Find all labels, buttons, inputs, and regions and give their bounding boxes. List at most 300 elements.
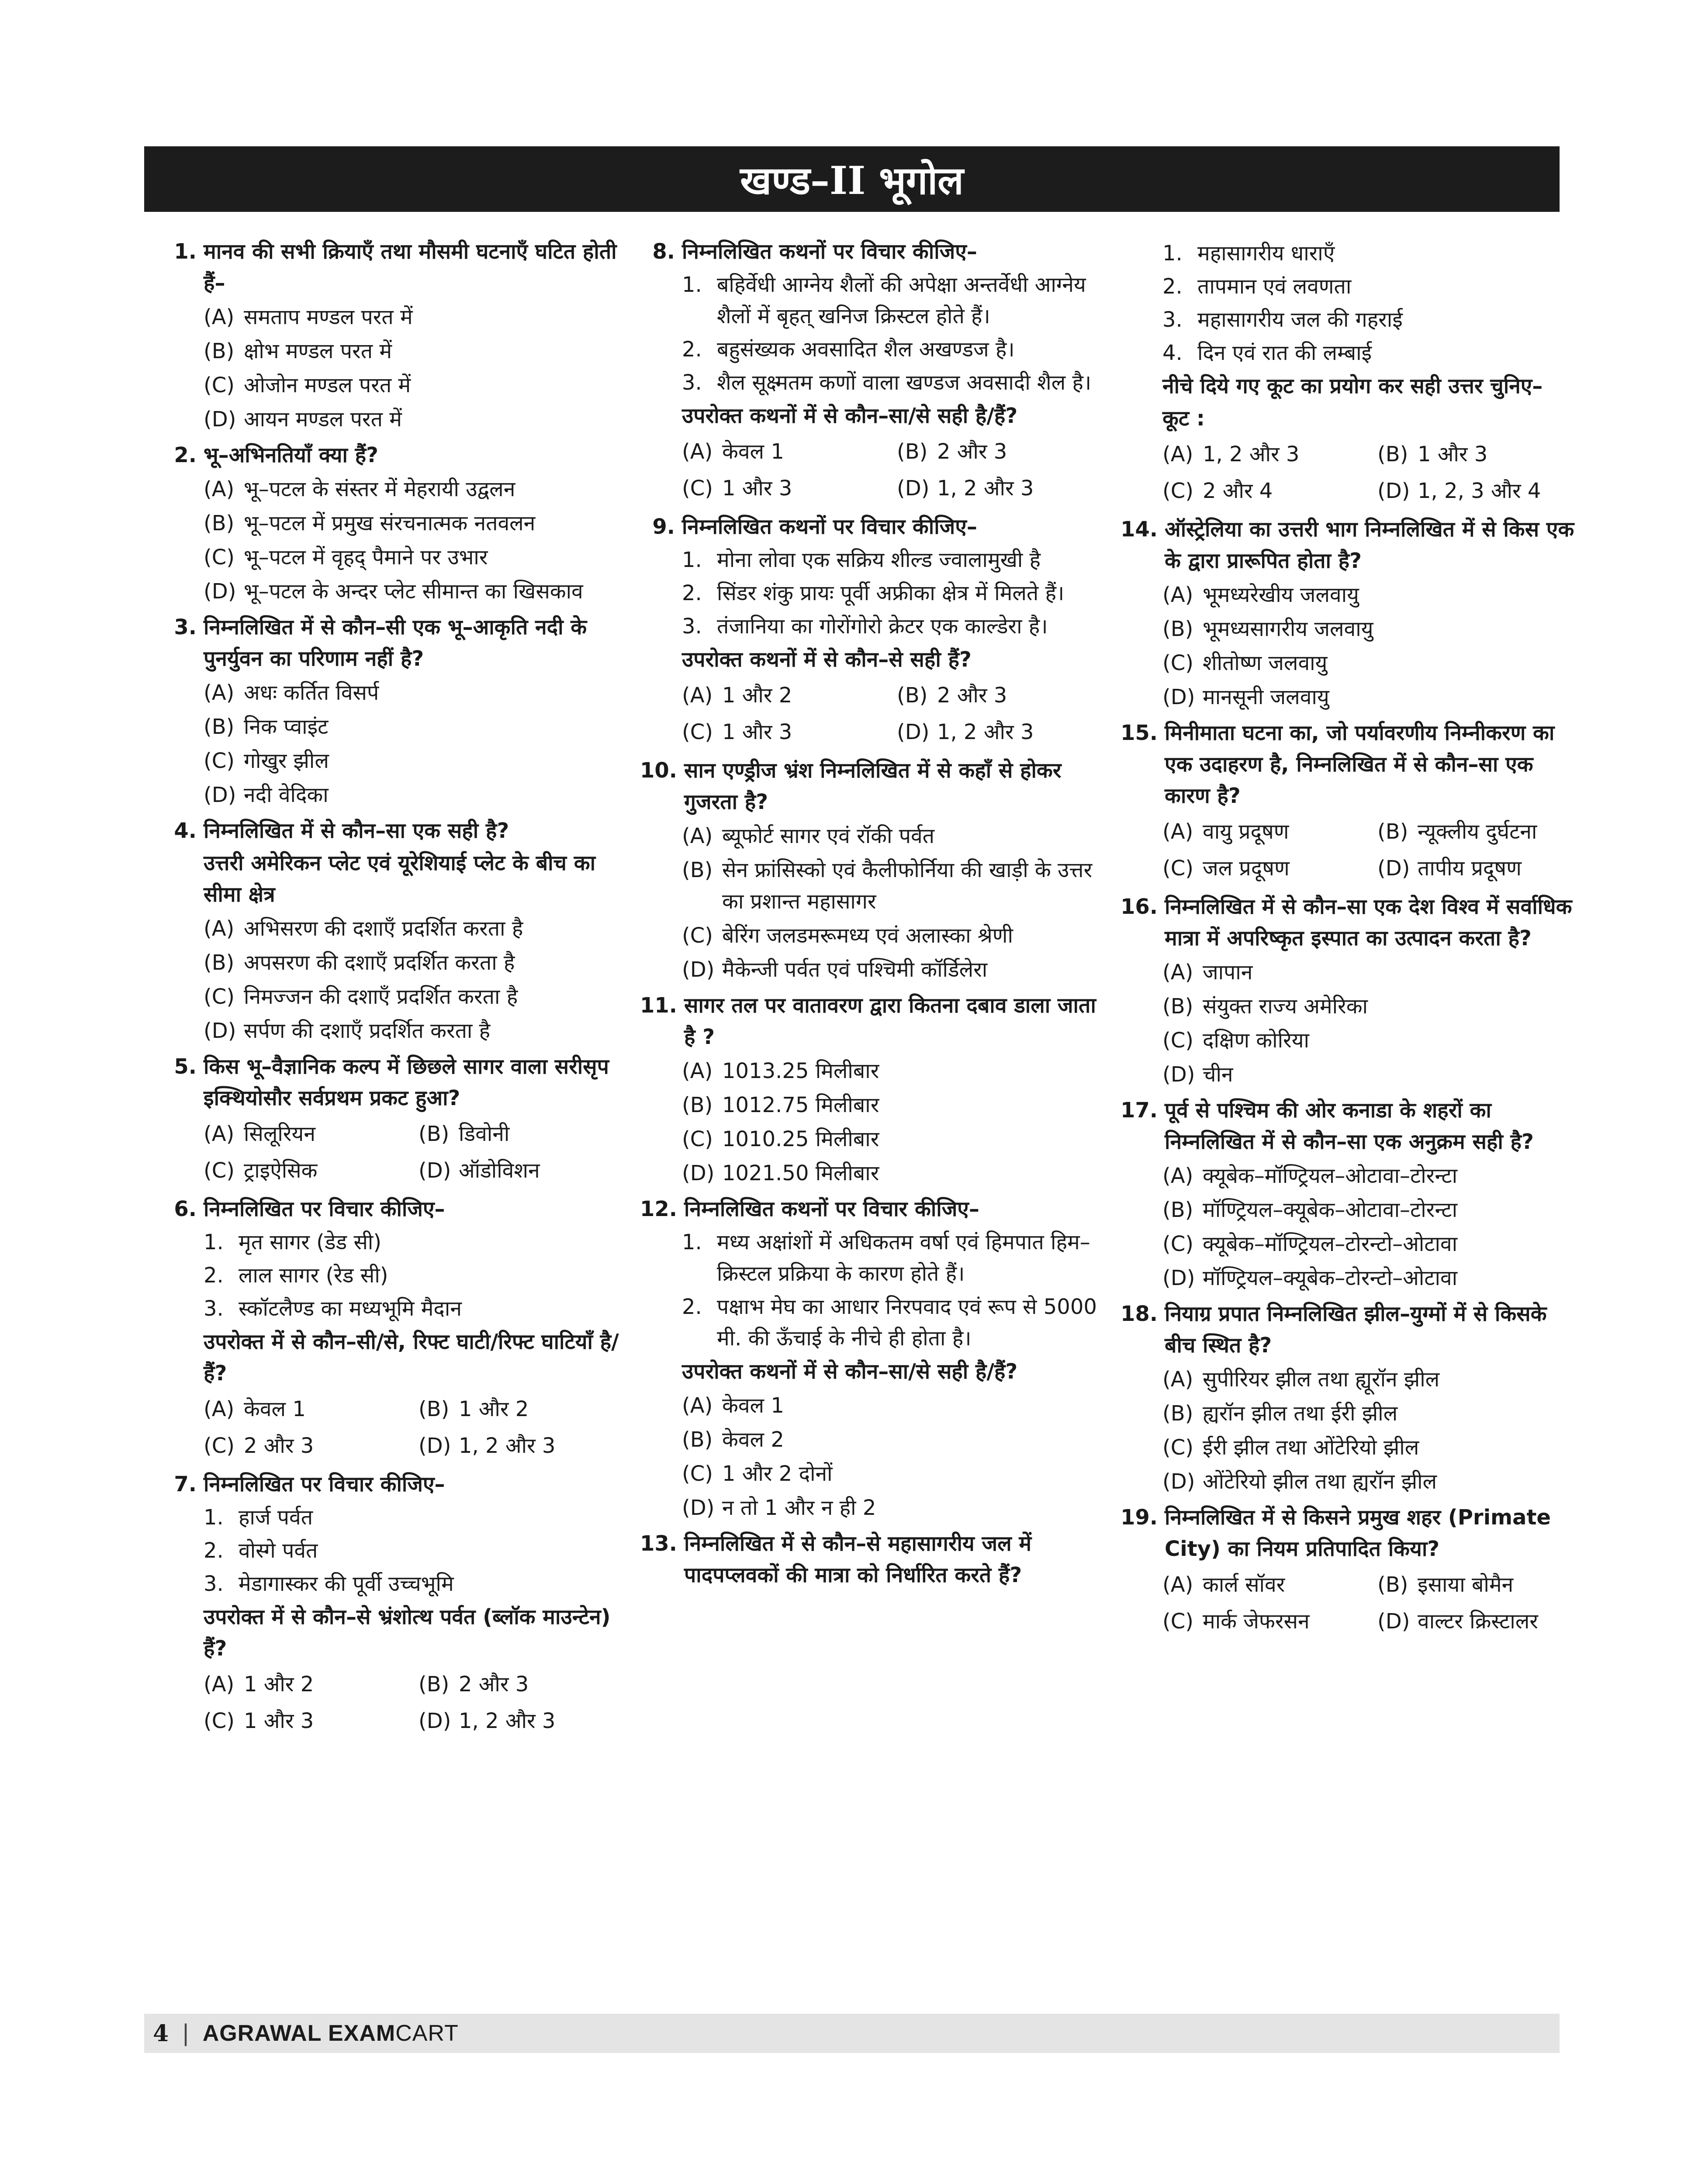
question-number: 3. xyxy=(174,615,197,639)
statement-item xyxy=(204,1568,625,1600)
option-letter: (A) xyxy=(682,1393,713,1418)
answer-options xyxy=(204,1666,625,1739)
option-letter: (D) xyxy=(897,720,930,744)
question-block xyxy=(640,1193,1103,1524)
option-text: जापान xyxy=(1203,960,1253,985)
option-letter: (B) xyxy=(1162,617,1193,641)
option-text: अपसरण की दशाएँ प्रदर्शित करता है xyxy=(244,950,515,975)
answer-option xyxy=(1377,1569,1584,1600)
statement-list xyxy=(204,1502,625,1600)
option-letter: (A) xyxy=(204,916,235,941)
option-text: 1, 2 और 3 xyxy=(1203,442,1300,467)
option-text: 2 और 3 xyxy=(937,439,1007,464)
option-letter: (C) xyxy=(682,923,713,948)
option-text: 1013.25 मिलीबार xyxy=(722,1059,879,1083)
answer-option xyxy=(1162,853,1369,884)
question-text: निम्नलिखित कथनों पर विचार कीजिए– xyxy=(684,1197,979,1221)
option-letter: (A) xyxy=(204,1397,235,1421)
statement-item xyxy=(682,334,1103,365)
question-number: 14. xyxy=(1121,517,1158,542)
question-text: निम्नलिखित कथनों पर विचार कीजिए– xyxy=(682,515,977,539)
option-letter: (B) xyxy=(419,1122,450,1146)
answer-option xyxy=(1162,1466,1584,1497)
option-text: 1021.50 मिलीबार xyxy=(722,1161,879,1185)
option-letter: (B) xyxy=(204,339,235,363)
question-number: 4. xyxy=(174,819,197,843)
answer-option xyxy=(204,1705,410,1737)
statement-item xyxy=(682,611,1103,642)
answer-option xyxy=(1162,681,1584,713)
option-text: ऑडोविशन xyxy=(459,1158,540,1183)
option-letter: (B) xyxy=(1377,819,1408,844)
option-letter: (C) xyxy=(682,720,713,744)
question-block xyxy=(162,1193,625,1464)
option-text: 1012.75 मिलीबार xyxy=(722,1093,879,1117)
page-footer xyxy=(144,2014,1560,2053)
answer-option xyxy=(204,1015,625,1047)
option-letter: (C) xyxy=(204,749,235,773)
answer-options xyxy=(204,913,625,1047)
option-letter: (C) xyxy=(204,985,235,1009)
statement-text: मध्य अक्षांशों में अधिकतम वर्षा एवं हिमपात हिम–क्रिस्टल प्रक्रिया के कारण होते हैं। xyxy=(717,1230,1090,1286)
option-letter: (C) xyxy=(1162,651,1193,675)
option-letter: (A) xyxy=(682,824,713,848)
question-text: निम्नलिखित में से कौन–सा एक सही है? xyxy=(204,819,509,843)
option-letter: (D) xyxy=(1162,1266,1195,1290)
question-number: 13. xyxy=(640,1531,678,1556)
option-letter: (B) xyxy=(1377,442,1408,467)
answer-option xyxy=(1162,1228,1584,1260)
option-text: ब्यूफोर्ट सागर एवं रॉकी पर्वत xyxy=(722,824,935,848)
question-block xyxy=(640,1528,1103,1591)
answer-option xyxy=(204,745,625,777)
answer-options xyxy=(1162,957,1584,1090)
answer-options xyxy=(204,677,625,811)
option-letter: (C) xyxy=(1162,1232,1193,1256)
option-letter: (A) xyxy=(1162,1367,1193,1392)
statement-text: हार्ज पर्वत xyxy=(239,1505,313,1530)
question-text: निम्नलिखित में से कौन–सी एक भू–आकृति नदी के पुनर्युवन का परिणाम नहीं है? xyxy=(204,615,587,671)
statement-text: मोना लोवा एक सक्रिय शील्ड ज्वालामुखी है xyxy=(717,548,1041,572)
answer-option xyxy=(204,1669,410,1700)
option-text: मॉण्ट्रियल–क्यूबेक–टोरन्टो–ओटावा xyxy=(1203,1266,1458,1290)
answer-option xyxy=(682,854,1103,917)
question-header xyxy=(1121,1298,1584,1361)
option-text: न्यूक्लीय दुर्घटना xyxy=(1418,819,1537,844)
question-block xyxy=(640,755,1103,985)
footer-separator: | xyxy=(182,2020,190,2046)
statement-item xyxy=(204,1293,625,1324)
question-block xyxy=(1121,238,1584,509)
question-text: मिनीमाता घटना का, जो पर्यावरणीय निम्नीकरण का एक उदाहरण है, निम्नलिखित में से कौन–सा एक कारण है? xyxy=(1165,721,1555,808)
answer-option xyxy=(1162,816,1369,847)
option-letter: (C) xyxy=(1162,1435,1193,1460)
answer-options xyxy=(682,1390,1103,1524)
question-text: निम्नलिखित में से कौन–से महासागरीय जल में पादपप्लवकों की मात्रा को निर्धारित करते हैं? xyxy=(684,1531,1032,1587)
option-text: ओजोन मण्डल परत में xyxy=(244,373,411,397)
answer-option xyxy=(682,1390,1103,1421)
question-text: पूर्व से पश्चिम की ओर कनाडा के शहरों का निम्नलिखित में से कौन–सा एक अनुक्रम सही है? xyxy=(1165,1098,1534,1154)
option-letter: (C) xyxy=(1162,856,1193,881)
option-letter: (B) xyxy=(897,439,928,464)
option-text: शीतोष्ण जलवायु xyxy=(1203,651,1328,675)
code-label: कूट : xyxy=(1162,406,1205,431)
question-number: 19. xyxy=(1121,1505,1158,1530)
option-letter: (C) xyxy=(204,1434,235,1458)
question-header xyxy=(640,990,1103,1053)
question-header xyxy=(640,1528,1103,1591)
answer-option xyxy=(1377,816,1584,847)
column-1 xyxy=(162,236,625,1744)
answer-option xyxy=(1162,1160,1584,1192)
option-letter: (B) xyxy=(1162,1401,1193,1426)
option-letter: (D) xyxy=(1162,685,1195,709)
option-text: 1 और 2 xyxy=(244,1672,314,1697)
answer-option xyxy=(1162,439,1369,470)
answer-option xyxy=(1162,613,1584,645)
statement-number: 3. xyxy=(682,370,702,395)
question-number: 15. xyxy=(1121,721,1158,745)
question-block xyxy=(1121,891,1584,1090)
option-letter: (D) xyxy=(419,1158,451,1183)
option-text: निमज्जन की दशाएँ प्रदर्शित करता है xyxy=(244,985,518,1009)
question-number: 10. xyxy=(640,758,678,783)
question-number: 2. xyxy=(174,443,197,467)
statement-item xyxy=(204,1502,625,1533)
option-text: न तो 1 और न ही 2 xyxy=(722,1496,876,1520)
option-letter: (C) xyxy=(204,1709,235,1733)
question-header xyxy=(1121,891,1584,954)
option-letter: (A) xyxy=(682,683,713,708)
question-text: सागर तल पर वातावरण द्वारा कितना दबाव डाला जाता है ? xyxy=(684,993,1096,1049)
answer-option xyxy=(1162,1398,1584,1429)
statement-number: 1. xyxy=(682,1230,702,1254)
option-text: भू–पटल में प्रमुख संरचनात्मक नतवलन xyxy=(244,511,536,536)
answer-option xyxy=(1377,853,1584,884)
question-text: किस भू–वैज्ञानिक कल्प में छिछले सागर वाला सरीसृप इक्थियोसौर सर्वप्रथम प्रकट हुआ? xyxy=(204,1054,609,1110)
answer-options xyxy=(204,1391,625,1464)
question-number: 16. xyxy=(1121,895,1158,919)
question-block xyxy=(640,236,1103,507)
option-letter: (D) xyxy=(204,1019,236,1043)
question-number: 1. xyxy=(174,239,197,264)
question-number: 9. xyxy=(652,515,675,539)
statement-number: 2. xyxy=(682,1295,702,1319)
option-text: भू–पटल के संस्तर में मेहरायी उद्वलन xyxy=(244,477,515,501)
question-header xyxy=(640,1193,1103,1225)
option-text: दक्षिण कोरिया xyxy=(1203,1028,1309,1053)
option-text: मानसूनी जलवायु xyxy=(1203,685,1329,709)
answer-option xyxy=(897,680,1103,711)
question-text: निम्नलिखित पर विचार कीजिए– xyxy=(204,1472,445,1496)
statement-text: मेडागास्कर की पूर्वी उच्चभूमि xyxy=(239,1572,454,1596)
answer-option xyxy=(682,820,1103,852)
statement-text: वोस्गे पर्वत xyxy=(239,1538,318,1563)
option-text: सर्पण की दशाएँ प्रदर्शित करता है xyxy=(244,1019,491,1043)
option-text: 2 और 4 xyxy=(1203,479,1273,503)
option-letter: (C) xyxy=(204,373,235,397)
question-number: 17. xyxy=(1121,1098,1158,1123)
option-text: आयन मण्डल परत में xyxy=(244,407,402,432)
statement-number: 1. xyxy=(204,1230,224,1254)
question-text: निम्नलिखित कथनों पर विचार कीजिए– xyxy=(682,239,977,264)
option-letter: (A) xyxy=(204,1672,235,1697)
question-header xyxy=(640,755,1103,818)
answer-option xyxy=(897,716,1103,748)
statement-text: लाल सागर (रेड सी) xyxy=(239,1263,388,1288)
option-text: डिवोनी xyxy=(459,1122,510,1146)
answer-option xyxy=(419,1155,625,1186)
answer-option xyxy=(204,542,625,573)
option-letter: (B) xyxy=(897,683,928,708)
option-letter: (B) xyxy=(1162,994,1193,1019)
answer-option xyxy=(204,473,625,505)
answer-option xyxy=(897,436,1103,467)
brand-logo-text xyxy=(203,2020,459,2046)
option-letter: (C) xyxy=(1162,1609,1193,1634)
statement-number: 2. xyxy=(682,581,702,605)
question-number: 8. xyxy=(652,239,675,264)
statement-list xyxy=(682,1227,1103,1354)
question-number: 12. xyxy=(640,1197,678,1221)
option-text: क्यूबेक–मॉण्ट्रियल–टोरन्टो–ओटावा xyxy=(1203,1232,1458,1256)
option-text: चीन xyxy=(1203,1062,1233,1087)
answer-option xyxy=(204,335,625,367)
answer-option xyxy=(204,947,625,978)
statement-number: 3. xyxy=(1162,308,1183,332)
option-text: 2 और 3 xyxy=(937,683,1007,708)
statement-item xyxy=(682,544,1103,576)
statement-item xyxy=(682,1291,1103,1354)
question-block xyxy=(162,815,625,1047)
question-block xyxy=(162,1051,625,1189)
statement-item xyxy=(204,1227,625,1258)
answer-option xyxy=(204,301,625,333)
answer-options xyxy=(1162,1364,1584,1497)
option-letter: (A) xyxy=(1162,960,1193,985)
question-header xyxy=(162,612,625,674)
statement-list xyxy=(204,1227,625,1324)
option-text: भूमध्यसागरीय जलवायु xyxy=(1203,617,1373,641)
answer-option xyxy=(1162,1569,1369,1600)
statement-item xyxy=(682,269,1103,332)
option-letter: (A) xyxy=(204,1122,235,1146)
question-subtext: उत्तरी अमेरिकन प्लेट एवं यूरेशियाई प्लेट के बीच का सीमा क्षेत्र xyxy=(204,851,596,907)
statement-text: स्कॉटलैण्ड का मध्यभूमि मैदान xyxy=(239,1296,462,1321)
question-subtext: उपरोक्त में से कौन–से भ्रंशोत्थ पर्वत (ब्लॉक माउन्टेन) हैं? xyxy=(204,1605,611,1661)
option-letter: (C) xyxy=(1162,1028,1193,1053)
option-text: 1 और 3 xyxy=(722,720,792,744)
option-letter: (C) xyxy=(682,476,713,501)
option-text: 1 और 3 xyxy=(1418,442,1488,467)
answer-option xyxy=(204,1155,410,1186)
option-text: इसाया बोमैन xyxy=(1418,1572,1514,1597)
option-letter: (A) xyxy=(1162,442,1193,467)
option-text: 1 और 3 xyxy=(722,476,792,501)
answer-options xyxy=(204,473,625,607)
answer-option xyxy=(1162,579,1584,611)
statement-text: तापमान एवं लवणता xyxy=(1197,274,1352,299)
option-text: केवल 1 xyxy=(722,439,784,464)
option-text: वाल्टर क्रिस्टालर xyxy=(1418,1609,1538,1634)
option-letter: (B) xyxy=(682,858,713,882)
option-letter: (C) xyxy=(1162,479,1193,503)
option-text: तापीय प्रदूषण xyxy=(1418,856,1522,881)
question-header xyxy=(1121,717,1584,812)
answer-option xyxy=(1162,957,1584,988)
answer-option xyxy=(897,473,1103,504)
question-subtext: उपरोक्त कथनों में से कौन–से सही हैं? xyxy=(682,647,972,672)
question-text: निम्नलिखित में से किसने प्रमुख शहर (Primate City) का नियम प्रतिपादित किया? xyxy=(1165,1505,1551,1561)
option-text: निक प्वाइंट xyxy=(244,715,329,739)
option-text: 1, 2 और 3 xyxy=(459,1434,556,1458)
question-header xyxy=(1121,1502,1584,1565)
option-letter: (B) xyxy=(204,715,235,739)
question-text: नियाग्र प्रपात निम्नलिखित झील–युग्मों में से किसके बीच स्थित है? xyxy=(1165,1302,1547,1358)
question-text: ऑस्ट्रेलिया का उत्तरी भाग निम्नलिखित में से किस एक के द्वारा प्रारूपित होता है? xyxy=(1165,517,1574,573)
option-text: सुपीरियर झील तथा ह्यूरॉन झील xyxy=(1203,1367,1440,1392)
option-letter: (D) xyxy=(682,1161,715,1185)
answer-option xyxy=(682,473,888,504)
statement-item xyxy=(1162,337,1584,369)
option-letter: (A) xyxy=(204,681,235,705)
statement-item xyxy=(1162,271,1584,302)
question-header xyxy=(162,236,625,299)
option-letter: (A) xyxy=(682,1059,713,1083)
option-text: मॉण्ट्रियल–क्यूबेक–ओटावा–टोरन्टा xyxy=(1203,1198,1458,1222)
option-letter: (B) xyxy=(682,1427,713,1452)
option-text: 2 और 3 xyxy=(244,1434,314,1458)
question-block xyxy=(162,439,625,607)
option-text: कार्ल सॉवर xyxy=(1203,1572,1285,1597)
statement-number: 1. xyxy=(682,273,702,297)
option-letter: (D) xyxy=(682,957,715,982)
statement-item xyxy=(682,577,1103,609)
option-text: 1, 2 और 3 xyxy=(937,720,1034,744)
option-letter: (B) xyxy=(1377,1572,1408,1597)
option-text: 1 और 2 xyxy=(722,683,792,708)
question-block xyxy=(1121,717,1584,887)
statement-number: 4. xyxy=(1162,341,1183,365)
option-letter: (C) xyxy=(204,1158,235,1183)
statement-list xyxy=(682,269,1103,398)
statement-item xyxy=(682,1227,1103,1289)
answer-option xyxy=(682,954,1103,985)
answer-option xyxy=(204,1430,410,1462)
option-text: वायु प्रदूषण xyxy=(1203,819,1289,844)
statement-text: बहिर्वेधी आग्नेय शैलों की अपेक्षा अन्तर्वेधी आग्नेय शैलों में बृहत् खनिज क्रिस्टल होते हैं। xyxy=(717,273,1086,328)
answer-option xyxy=(419,1393,625,1425)
option-letter: (D) xyxy=(204,783,236,807)
statement-number: 2. xyxy=(682,337,702,362)
answer-option xyxy=(682,1089,1103,1121)
answer-option xyxy=(419,1705,625,1737)
answer-option xyxy=(682,1055,1103,1087)
option-letter: (D) xyxy=(1377,856,1410,881)
option-text: 1, 2, 3 और 4 xyxy=(1418,479,1541,503)
brand-light: CART xyxy=(395,2021,459,2046)
option-text: सिलूरियन xyxy=(244,1122,315,1146)
statement-number: 2. xyxy=(1162,274,1183,299)
answer-option xyxy=(1162,647,1584,679)
answer-option xyxy=(682,920,1103,951)
option-letter: (A) xyxy=(1162,1164,1193,1188)
option-letter: (B) xyxy=(419,1672,450,1697)
statement-text: मृत सागर (डेड सी) xyxy=(239,1230,382,1254)
question-block xyxy=(162,1469,625,1739)
option-letter: (D) xyxy=(204,407,236,432)
answer-options xyxy=(1162,813,1584,887)
option-letter: (D) xyxy=(897,476,930,501)
option-letter: (A) xyxy=(1162,583,1193,607)
question-subtext: नीचे दिये गए कूट का प्रयोग कर सही उत्तर चुनिए– xyxy=(1162,374,1543,398)
statement-item xyxy=(682,367,1103,398)
question-header xyxy=(162,815,625,847)
question-block xyxy=(162,236,625,435)
option-text: अभिसरण की दशाएँ प्रदर्शित करता है xyxy=(244,916,523,941)
question-header xyxy=(162,1051,625,1114)
option-text: 1, 2 और 3 xyxy=(937,476,1034,501)
statement-number: 1. xyxy=(682,548,702,572)
statement-text: दिन एवं रात की लम्बाई xyxy=(1197,341,1372,365)
statement-number: 3. xyxy=(204,1572,224,1596)
question-text: निम्नलिखित में से कौन–सा एक देश विश्व में सर्वाधिक मात्रा में अपरिष्कृत इस्पात का उत्पादन करता है? xyxy=(1165,895,1572,950)
answer-option xyxy=(1377,1606,1584,1637)
question-block xyxy=(1121,514,1584,713)
question-subtext: उपरोक्त कथनों में से कौन–सा/से सही है/हैं? xyxy=(682,1359,1018,1384)
statement-text: सिंडर शंकु प्रायः पूर्वी अफ्रीका क्षेत्र में मिलते हैं। xyxy=(717,581,1065,605)
answer-option xyxy=(419,1430,625,1462)
answer-option xyxy=(1162,991,1584,1022)
answer-option xyxy=(204,1393,410,1425)
option-letter: (D) xyxy=(1377,479,1410,503)
option-text: बेरिंग जलडमरूमध्य एवं अलास्का श्रेणी xyxy=(722,923,1013,948)
question-text: सान एण्ड्रीज भ्रंश निम्नलिखित में से कहाँ से होकर गुजरता है? xyxy=(684,758,1062,814)
section-title-banner xyxy=(144,146,1560,212)
option-text: भू–पटल के अन्दर प्लेट सीमान्त का खिसकाव xyxy=(244,579,583,604)
answer-option xyxy=(1162,1364,1584,1395)
option-text: क्यूबेक–मॉण्ट्रियल–ओटावा–टोरन्टा xyxy=(1203,1164,1458,1188)
option-letter: (C) xyxy=(682,1462,713,1486)
answer-option xyxy=(204,711,625,743)
column-2 xyxy=(640,236,1103,1595)
statement-item xyxy=(204,1535,625,1566)
question-block xyxy=(1121,1298,1584,1497)
statement-number: 3. xyxy=(204,1296,224,1321)
answer-option xyxy=(204,913,625,944)
option-letter: (B) xyxy=(1162,1198,1193,1222)
answer-option xyxy=(682,716,888,748)
question-block xyxy=(1121,1502,1584,1640)
statement-text: शैल सूक्ष्मतम कणों वाला खण्डज अवसादी शैल है। xyxy=(717,370,1092,395)
answer-option xyxy=(419,1669,625,1700)
question-block xyxy=(640,511,1103,750)
answer-options xyxy=(682,1055,1103,1189)
question-header xyxy=(162,1469,625,1500)
statement-item xyxy=(204,1260,625,1291)
question-subtext: उपरोक्त में से कौन–सी/से, रिफ्ट घाटी/रिफ्ट घाटियाँ है/हैं? xyxy=(204,1330,619,1386)
option-letter: (B) xyxy=(204,511,235,536)
question-number: 18. xyxy=(1121,1302,1158,1326)
option-text: संयुक्त राज्य अमेरिका xyxy=(1203,994,1368,1019)
option-text: ह्यरॉन झील तथा ईरी झील xyxy=(1203,1401,1398,1426)
answer-option xyxy=(682,436,888,467)
statement-text: पक्षाभ मेघ का आधार निरपवाद एवं रूप से 5000 मी. की ऊँचाई के नीचे ही होता है। xyxy=(717,1295,1097,1351)
answer-options xyxy=(1162,1160,1584,1294)
option-letter: (C) xyxy=(204,545,235,570)
answer-options xyxy=(1162,436,1584,509)
question-text: भू–अभिनतियाँ क्या हैं? xyxy=(204,443,379,467)
